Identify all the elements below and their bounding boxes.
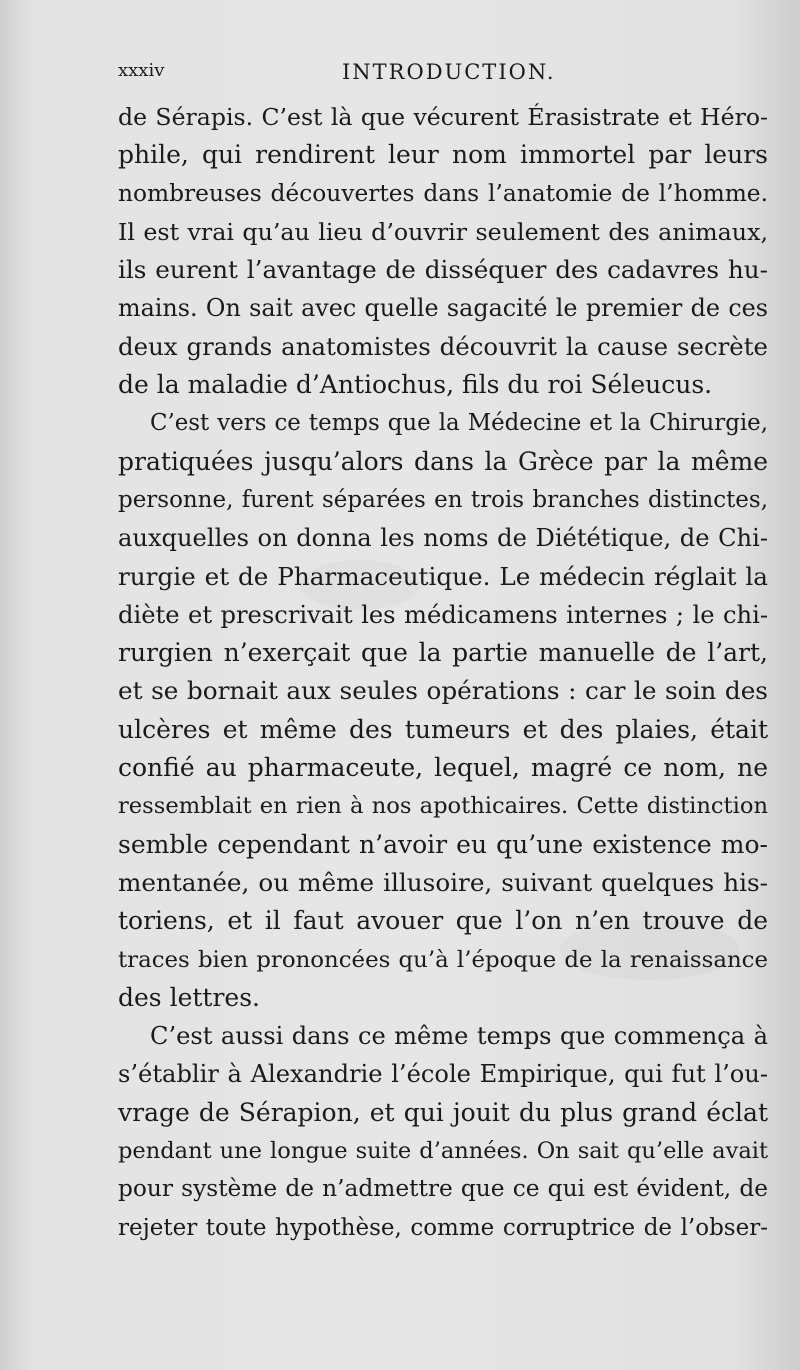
running-title: INTRODUCTION. xyxy=(342,60,556,84)
text-line: pour système de n’admettre que ce qui est évident, de xyxy=(118,1175,768,1203)
text-line: vrage de Sérapion, et qui jouit du plus grand éclat xyxy=(118,1097,768,1127)
text-line: s’établir à Alexandrie l’école Empirique, qui fut l’ou- xyxy=(118,1060,768,1089)
text-line: diète et prescrivait les médicamens internes ; le chi- xyxy=(118,600,768,629)
text-line: ressemblait en rien à nos apothicaires. Cette distinction xyxy=(118,793,768,820)
text-line: rejeter toute hypothèse, comme corruptrice de l’obser- xyxy=(118,1214,768,1241)
text-line: auxquelles on donna les noms de Diététique, de Chi- xyxy=(118,524,768,553)
page-number: xxxiv xyxy=(118,60,165,81)
text-line: traces bien prononcées qu’à l’époque de la renaissance xyxy=(118,946,768,973)
text-line: C’est aussi dans ce même temps que commença à xyxy=(150,1022,768,1051)
text-line: semble cependant n’avoir eu qu’une existence mo- xyxy=(118,829,768,859)
text-line: phile, qui rendirent leur nom immortel par leurs xyxy=(118,140,768,170)
text-line: des lettres. xyxy=(118,982,260,1012)
text-line: C’est vers ce temps que la Médecine et la Chirurgie, xyxy=(150,410,768,437)
text-line: rurgien n’exerçait que la partie manuelle de l’art, xyxy=(118,638,768,668)
body-text xyxy=(118,98,768,1241)
text-line: personne, furent séparées en trois branches distinctes, xyxy=(118,486,768,513)
text-line: pendant une longue suite d’années. On sait qu’elle avait xyxy=(118,1138,768,1165)
text-line: rurgie et de Pharmaceutique. Le médecin réglait la xyxy=(118,561,768,591)
text-line: nombreuses découvertes dans l’anatomie de l’homme. xyxy=(118,179,768,207)
running-header xyxy=(118,60,768,92)
text-line: de Sérapis. C’est là que vécurent Érasistrate et Héro- xyxy=(118,103,768,131)
text-line: deux grands anatomistes découvrit la cause secrète xyxy=(118,331,768,361)
text-line: et se bornait aux seules opérations : car le soin des xyxy=(118,676,768,706)
text-line: toriens, et il faut avouer que l’on n’en trouve de xyxy=(118,906,768,936)
text-line: mains. On sait avec quelle sagacité le premier de ces xyxy=(118,294,768,323)
text-line: ulcères et même des tumeurs et des plaies, était xyxy=(118,714,768,744)
text-line: de la maladie d’Antiochus, fils du roi Séleucus. xyxy=(118,370,713,400)
text-line: mentanée, ou même illusoire, suivant quelques his- xyxy=(118,867,768,897)
text-line: ils eurent l’avantage de disséquer des cadavres hu- xyxy=(118,255,768,285)
text-line: Il est vrai qu’au lieu d’ouvrir seulement des animaux, xyxy=(118,217,768,246)
text-line: confié au pharmaceute, lequel, magré ce nom, ne xyxy=(118,753,768,783)
text-line: pratiquées jusqu’alors dans la Grèce par la même xyxy=(118,446,768,476)
